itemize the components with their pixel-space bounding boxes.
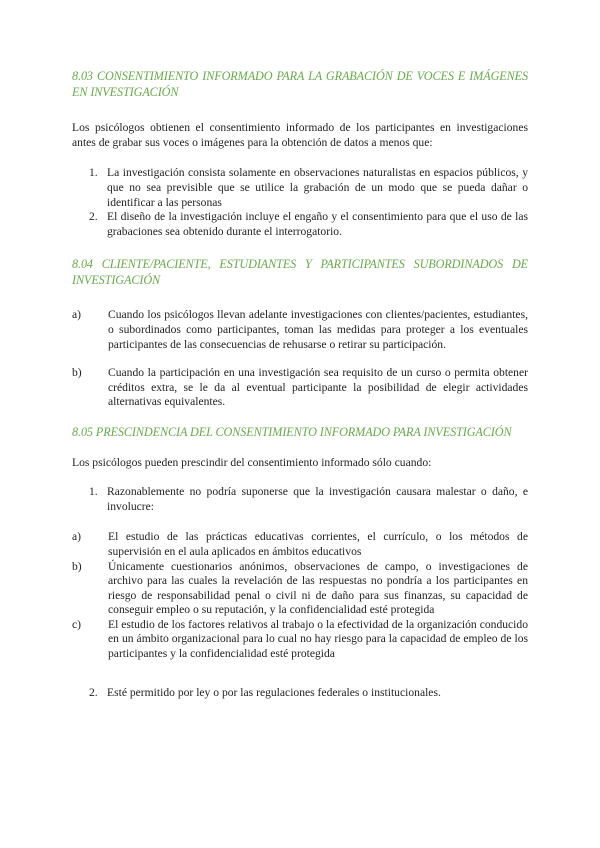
list-marker: 1. xyxy=(89,485,98,499)
list-item-text: El estudio de los factores relativos al trabajo o la efectividad de la organización conducido en un ámbito organizacional para lo cual no hay riesgo para la capacidad de empleo de los participantes y la confidencialidad esté protegida xyxy=(108,617,528,661)
list-item-text: Cuando los psicólogos llevan adelante investigaciones con clientes/pacientes, estudiantes, o subordinados como participantes, toman las medidas para proteger a los eventuales participantes de las consecuencias de rehusarse o retirar su participación. xyxy=(108,308,528,351)
list-item-text: Razonablemente no podría suponerse que la investigación causara malestar o daño, e involucre: xyxy=(107,485,528,513)
list-marker: b) xyxy=(72,559,82,573)
list-marker: b) xyxy=(72,366,82,380)
list-item xyxy=(72,686,528,701)
list-marker: 2. xyxy=(89,685,98,699)
list-item-text: Únicamente cuestionarios anónimos, observaciones de campo, o investigaciones de archivo para las cuales la revelación de las respuestas no pondría a los participantes en riesgo de responsabilidad penal o civil ni de daño para sus finanzas, su capacidad de conseguir empleo o su reputación, y la confidencialidad esté protegida xyxy=(108,559,528,617)
list-item-text: Cuando la participación en una investigación sea requisito de un curso o permita obtener créditos extra, se le da al eventual participante la posibilidad de elegir actividades alternativas equivalentes. xyxy=(108,366,528,409)
list-item-text: El diseño de la investigación incluye el engaño y el consentimiento para que el uso de las grabaciones sea obtenido durante el interrogatorio. xyxy=(107,210,528,238)
section-heading-8-03: 8.03 CONSENTIMIENTO INFORMADO PARA LA GRABACIÓN DE VOCES E IMÁGENES EN INVESTIGACIÓN xyxy=(72,69,528,99)
list-item xyxy=(72,560,528,618)
list-item-text: Esté permitido por ley o por las regulaciones federales o institucionales. xyxy=(107,685,441,699)
section-heading-8-05: 8.05 PRESCINDENCIA DEL CONSENTIMIENTO INFORMADO PARA INVESTIGACIÓN xyxy=(72,424,512,439)
list-item xyxy=(72,166,528,210)
list-item-text: El estudio de las prácticas educativas corrientes, el currículo, o los métodos de supervisión en el aula aplicados en ámbitos educativos xyxy=(108,530,528,558)
list-marker: c) xyxy=(72,617,82,631)
list-item xyxy=(72,366,528,410)
list-item xyxy=(72,308,528,352)
section-heading-8-04: 8.04 CLIENTE/PACIENTE, ESTUDIANTES Y PARTICIPANTES SUBORDINADOS DE INVESTIGACIÓN xyxy=(72,257,528,288)
list-marker: 2. xyxy=(89,210,98,224)
list-marker: a) xyxy=(72,530,82,544)
document-page xyxy=(72,68,528,700)
list-item xyxy=(72,530,528,559)
list-item-text: La investigación consista solamente en observaciones naturalistas en espacios públicos, y que no sea previsible que se utilice la grabación de un modo que se pueda dañar o identificar a las personas xyxy=(107,166,528,209)
list-item xyxy=(72,618,528,662)
list-item xyxy=(72,210,528,239)
list-marker: a) xyxy=(72,308,82,322)
list-item xyxy=(72,485,528,514)
section-intro-8-03: Los psicólogos obtienen el consentimiento informado de los participantes en investigaciones antes de grabar sus voces o imágenes para la obtención de datos a menos que: xyxy=(72,121,528,150)
section-intro-8-05: Los psicólogos pueden prescindir del consentimiento informado sólo cuando: xyxy=(72,455,432,469)
list-marker: 1. xyxy=(89,166,98,180)
